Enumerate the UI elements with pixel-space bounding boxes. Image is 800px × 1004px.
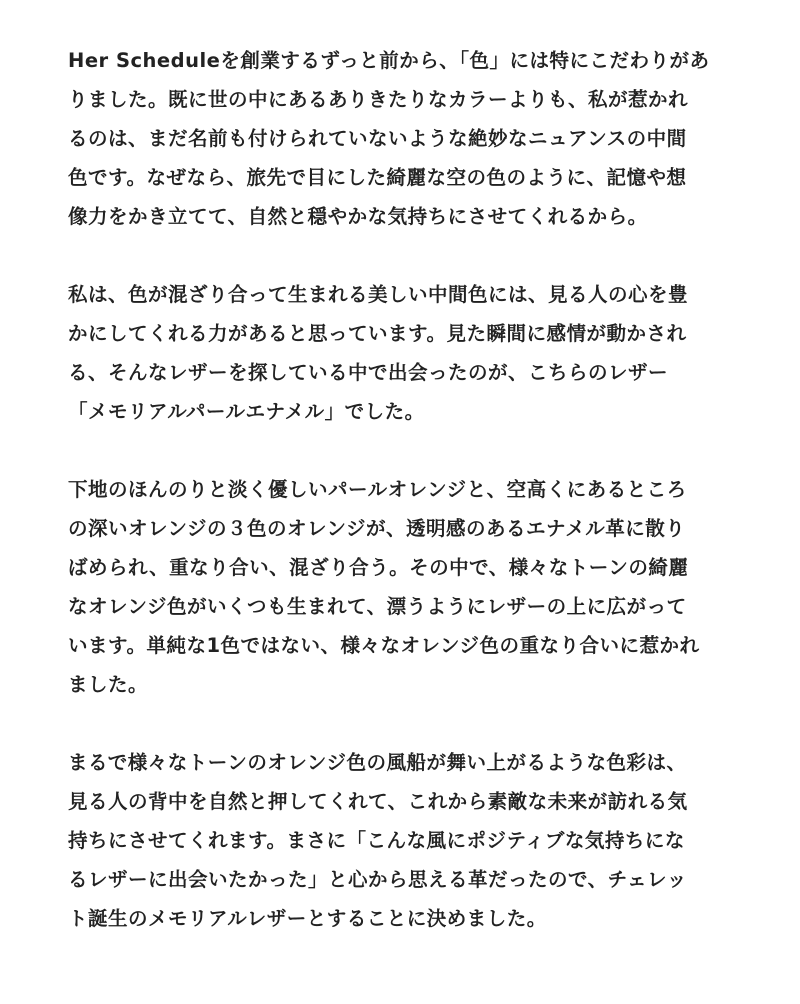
paragraph-3 <box>68 470 736 704</box>
text-line: なオレンジ色がいくつも生まれて、漂うようにレザーの上に広がって <box>68 595 687 618</box>
text-line: 像力をかき立てて、自然と穏やかな気持ちにさせてくれるから。 <box>68 205 648 228</box>
text-line: ト誕生のメモリアルレザーとすることに決めました。 <box>68 907 547 930</box>
text-line: りました。既に世の中にあるありきたりなカラーよりも、私が惹かれ <box>68 88 689 111</box>
text-line: かにしてくれる力があると思っています。見た瞬間に感情が動かされ <box>68 322 687 345</box>
text-line: 色です。なぜなら、旅先で目にした綺麗な空の色のように、記憶や想 <box>68 166 687 189</box>
text-line: の深いオレンジの３色のオレンジが、透明感のあるエナメル革に散り <box>68 517 686 540</box>
article-body <box>68 41 736 977</box>
text-line: 下地のほんのりと淡く優しいパールオレンジと、空高くにあるところ <box>68 478 687 501</box>
text-line: るのは、まだ名前も付けられていないような絶妙なニュアンスの中間 <box>68 127 687 150</box>
paragraph-2 <box>68 275 736 431</box>
text-line: ばめられ、重なり合い、混ざり合う。その中で、様々なトーンの綺麗 <box>68 556 689 579</box>
text-line: 「メモリアルパールエナメル」でした。 <box>68 400 425 423</box>
text-line: るレザーに出会いたかった」と心から思える革だったので、チェレッ <box>68 868 687 891</box>
text-line: ました。 <box>68 673 149 696</box>
text-line: 見る人の背中を自然と押してくれて、これから素敵な未来が訪れる気 <box>68 790 688 813</box>
text-line: まるで様々なトーンのオレンジ色の風船が舞い上がるような色彩は、 <box>68 751 687 774</box>
text-line: います。単純な1色ではない、様々なオレンジ色の重なり合いに惹かれ <box>68 634 700 657</box>
text-line: Her Scheduleを創業するずっと前から、「色」には特にこだわりがあ <box>68 49 710 72</box>
paragraph-1 <box>68 41 736 236</box>
text-line: る、そんなレザーを探している中で出会ったのが、こちらのレザー <box>68 361 669 384</box>
paragraph-4 <box>68 743 736 938</box>
text-line: 私は、色が混ざり合って生まれる美しい中間色には、見る人の心を豊 <box>68 283 689 306</box>
text-line: 持ちにさせてくれます。まさに「こんな風にポジティブな気持ちにな <box>68 829 685 852</box>
